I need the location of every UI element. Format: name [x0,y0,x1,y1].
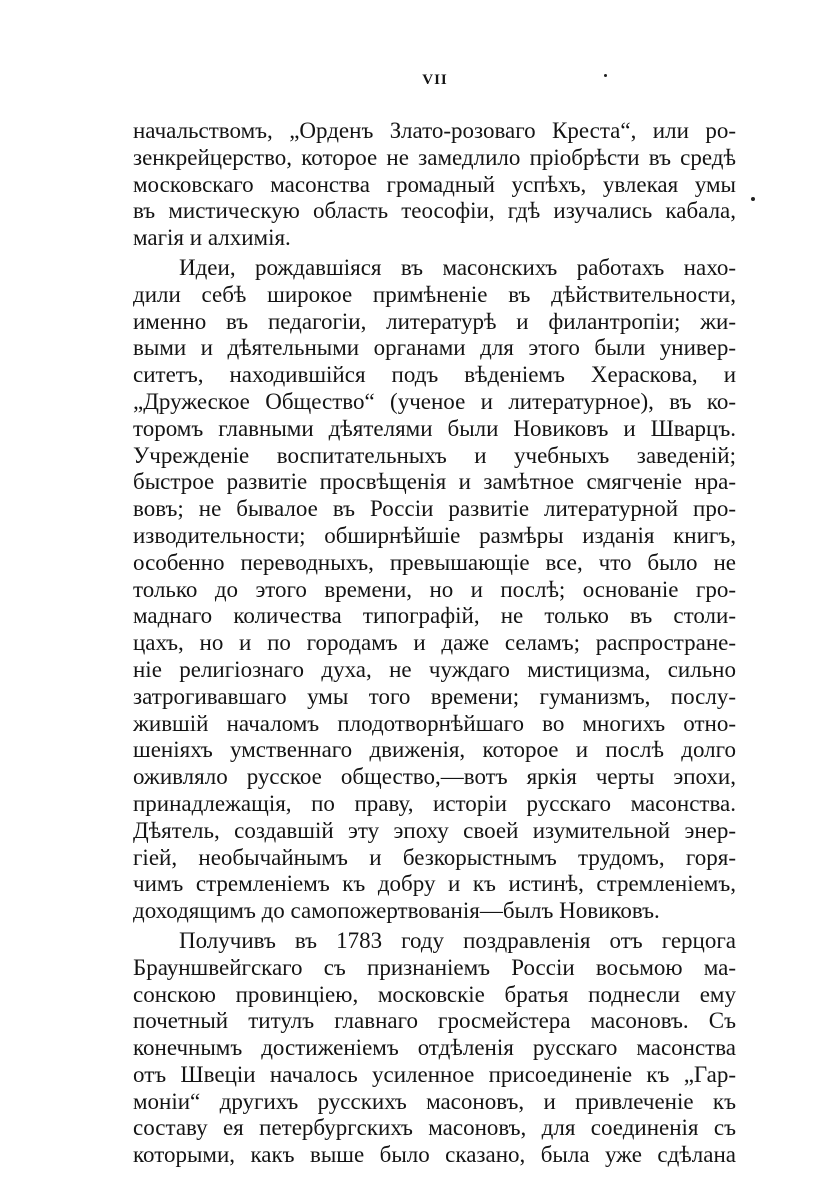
text-line: зенкрейцерство, которое не замедлило пріобрѣсти въ средѣ [133,144,736,170]
text-line: начальствомъ, „Орденъ Злато-розоваго Креста“, или ро- [133,118,736,143]
text-line: изводительности; обширнѣйшіе размѣры изданія книгъ, [133,522,736,548]
text-line: чимъ стремленіемъ къ добру и къ истинѣ, стремленіемъ, [133,871,736,897]
text-line: составу ея петербургскихъ масоновъ, для соединенія съ [133,1115,736,1141]
body-text [133,118,736,1169]
text-line: только до этого времени, но и послѣ; основаніе гро- [133,576,736,602]
print-speck [751,197,755,201]
text-line: принадлежащія, по праву, исторіи русскаго масонства. [133,790,736,816]
text-line: отъ Швеціи началось усиленное присоединеніе къ „Гар- [133,1061,736,1087]
text-line: торомъ главными дѣятелями были Новиковъ и Шварцъ. [133,415,736,441]
text-line: Брауншвейгскаго съ признаніемъ Россіи восьмою ма- [133,954,736,980]
paragraph [133,928,736,1169]
text-line: выми и дѣятельными органами для этого были универ- [133,335,736,361]
text-line: моніи“ другихъ русскихъ масоновъ, и привлеченіе къ [133,1088,736,1114]
text-line: шеніяхъ умственнаго движенія, которое и послѣ долго [133,737,736,763]
text-line: которыми, какъ выше было сказано, была уже сдѣлана [133,1142,736,1168]
text-line: гіей, необычайнымъ и безкорыстнымъ трудомъ, горя- [133,844,736,870]
text-line: ніе религіознаго духа, не чуждаго мистицизма, сильно [133,656,736,682]
text-line: конечнымъ достиженіемъ отдѣленія русскаго масонства [133,1035,736,1061]
text-line: почетный титулъ главнаго гросмейстера масоновъ. Съ [133,1008,736,1034]
text-line: ситетъ, находившійся подъ вѣденіемъ Хераскова, и [133,362,736,388]
text-line: сонскою провинціею, московскіе братья поднесли ему [133,981,736,1007]
text-line: оживляло русское общество,—вотъ яркія черты эпохи, [133,764,736,790]
text-line: московскаго масонства громадный успѣхъ, увлекая умы [133,171,736,197]
text-line: Получивъ въ 1783 году поздравленія отъ герцога [179,927,736,953]
paragraph [133,255,736,925]
text-line: доходящимъ до самопожертвованія—былъ Новиковъ. [133,898,660,924]
paragraph [133,118,736,252]
text-line: именно въ педагогіи, литературѣ и филантропіи; жи- [133,308,736,334]
text-line: вовъ; не бывалое въ Россіи развитіе литературной про- [133,496,736,522]
text-line: магія и алхимія. [133,225,291,251]
text-line: затрогивавшаго умы того времени; гуманизмъ, послу- [133,683,736,709]
text-line: особенно переводныхъ, превышающіе все, что было не [133,549,736,575]
text-line: Идеи, рождавшіяся въ масонскихъ работахъ нахо- [179,254,736,280]
text-line: въ мистическую область теософіи, гдѣ изучались кабала, [133,198,736,224]
text-line: маднаго количества типографій, не только въ столи- [133,603,736,629]
text-line: цахъ, но и по городамъ и даже селамъ; распростране- [133,630,736,656]
text-line: Дѣятель, создавшій эту эпоху своей изумительной энер- [133,817,736,843]
page-number: VII [422,72,448,88]
text-line: жившій началомъ плодотворнѣйшаго во многихъ отно- [133,710,736,736]
text-line: дили себѣ широкое примѣненіе въ дѣйствительности, [133,281,736,307]
text-line: быстрое развитіе просвѣщенія и замѣтное смягченіе нра- [133,469,736,495]
text-line: „Дружеское Общество“ (ученое и литературное), въ ко- [133,388,736,414]
print-speck [604,74,607,77]
text-line: Учрежденіе воспитательныхъ и учебныхъ заведеній; [133,442,736,468]
